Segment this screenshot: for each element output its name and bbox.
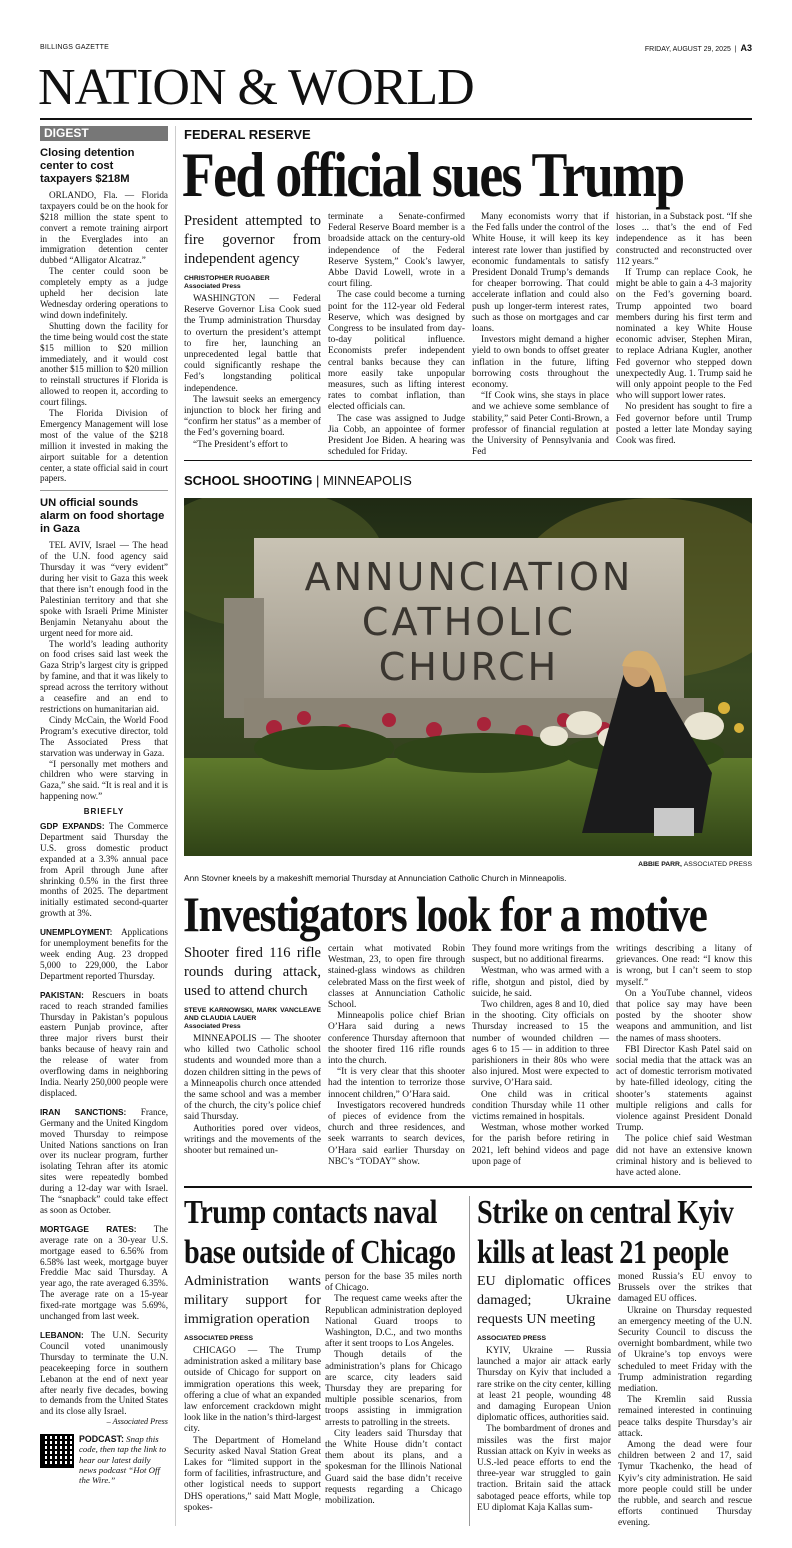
body-paragraph: The lawsuit seeks an emergency injunction to block her firing and “confirm her status” as a member of the Fed’s governing board. <box>184 394 321 439</box>
body-paragraph: Ukraine on Thursday requested an emergency meeting of the U.N. Security Council to discuss the overnight bombardment, while two of Ukraine’s top envoys were scheduled to meet Friday with the Trump administration regarding mediation. <box>618 1305 752 1395</box>
body-paragraph: No president has sought to fire a Fed governor before until Trump posted a letter late Monday saying Cook was fired. <box>616 402 752 447</box>
column-divider <box>175 126 176 1526</box>
story2-column-4 <box>616 944 752 1179</box>
body-paragraph: The case could become a turning point for the 112-year old Federal Reserve, which was designed by Congress to be insulated from day-to-day political influence. Economists prefer independent central banks because they can more easily take unpopular measures, such as lifting interest rates to combat inflation, than elected officials can. <box>328 290 465 413</box>
body-paragraph: If Trump can replace Cook, he might be able to gain a 4-3 majority on the Fed’s governing board. Trump appointed two board members during his first term and nominated a key White House economic adviser, Stephen Miran, to replace Adriana Kugler, another Fed governor who stepped down unexpectedly Aug. 1. Trump said he will only appoint people to the Fed who will support lower rates. <box>616 268 752 402</box>
kicker-place: MINNEAPOLIS <box>322 473 412 488</box>
date-page: FRIDAY, AUGUST 29, 2025 | A3 <box>644 43 752 53</box>
paper-name: BILLINGS GAZETTE <box>40 44 109 51</box>
brief-text: Applications for unemployment benefits for the week ending Aug. 23 dropped 5,000 to 229,000, the Labor Department reported Thursday. <box>40 927 168 981</box>
brief-item <box>40 927 168 982</box>
brief-item <box>40 1224 168 1322</box>
story1-kicker: FEDERAL RESERVE <box>184 127 311 142</box>
headline-line: base outside of Chicago <box>184 1234 456 1271</box>
body-paragraph: person for the base 35 miles north of Chicago. <box>325 1272 462 1294</box>
byline-org: Associated Press <box>184 283 241 290</box>
body-paragraph: The Kremlin said Russia remained interested in continuing peace talks despite Thursday’s air attack. <box>618 1395 752 1439</box>
body-paragraph: moned Russia’s EU envoy to Brussels over the strikes that damaged EU offices. <box>618 1272 752 1305</box>
story2-headline: Investigators look for a motive <box>183 886 707 942</box>
body-paragraph: “The President’s effort to <box>193 439 288 450</box>
brief-text: The average rate on a 30-year U.S. mortgage eased to 6.56% from 6.58% last week, mortgage buyer Freddie Mac said Thursday. A year ago, the rate averaged 6.35%. The average rate on a 15-year fixed-rate mortgage was 5.69%, unchanged from last week. <box>40 1223 168 1322</box>
body-paragraph: CHICAGO — The Trump administration asked a military base outside of Chicago for support on immigration operations this week, offering a clue of what an expanded law enforcement crackdown might look like in the nation’s third-largest city. <box>184 1346 321 1435</box>
story1-headline: Fed official sues Trump <box>182 139 684 210</box>
photo-caption: Ann Stovner kneels by a makeshift memorial Thursday at Annunciation Catholic Church in Minneapolis. <box>184 873 567 883</box>
story3-deck: Administration wants military support for immigration operation <box>184 1274 321 1327</box>
body-paragraph: Among the dead were four children between 2 and 17, said Tymur Tkachenko, the head of Kyiv’s city administration. He said more people could still be under the rubble, and search and rescue efforts continued Thursday evening. <box>618 1440 752 1529</box>
story2-byline <box>184 1007 321 1031</box>
photographer: ABBIE PARR, <box>638 861 682 868</box>
kicker-topic: SCHOOL SHOOTING <box>184 473 313 488</box>
brief-item <box>40 990 168 1099</box>
story4-column-1 <box>477 1272 611 1514</box>
story3-column-2 <box>325 1272 462 1507</box>
body-paragraph: They found more writings from the suspect, but no additional firearms. <box>472 944 609 966</box>
digest-headline-1: Closing detention center to cost taxpayers $218M <box>40 146 135 185</box>
briefs-credit: – Associated Press <box>106 1417 168 1427</box>
story1-column-4 <box>616 212 752 447</box>
memorial-photo <box>184 498 752 856</box>
brief-item <box>40 1330 168 1417</box>
digest-headline-2: UN official sounds alarm on food shortage in Gaza <box>40 497 165 536</box>
story1-column-3 <box>472 212 609 458</box>
body-paragraph: City leaders said Thursday that the White House didn’t contact them about its plans, and a spokesman for the Illinois National Guard said the base didn’t receive requests regarding a Chicago mobilization. <box>325 1428 462 1507</box>
digest-paragraph: The center could soon be completely empty as a judge upheld her decision late Wednesday ordering operations to wind down indefinitely. <box>40 266 168 320</box>
body-paragraph: writings describing a litany of grievances. One read: “I know this is wrong, but I can’t seem to stop myself.” <box>616 944 752 988</box>
story1-column-1 <box>184 212 321 451</box>
body-paragraph: certain what motivated Robin Westman, 23, to open fire through stained-glass windows as children celebrated Mass on the first week of classes at Annunciation Catholic School. <box>328 944 465 1011</box>
story2-column-2 <box>328 944 465 1168</box>
brief-text: Rescuers in boats raced to reach stranded families Thursday in Pakistan’s populous eastern Punjab province, after three major rivers burst their banks because of heavy rain and the release of water from overflowing dams in neighboring India. Nearly 250,000 people were displaced. <box>40 989 168 1098</box>
story4-deck: EU diplomatic offices damaged; Ukraine requests UN meeting <box>477 1274 611 1327</box>
body-paragraph: KYIV, Ukraine — Russia launched a major air attack early Thursday on Kyiv that included a rare strike on the city center, killing at least 21 people, wounding 48 and damaging European Union diplomatic offices, authorities said. <box>477 1346 611 1424</box>
brief-lead: UNEMPLOYMENT: <box>40 927 113 938</box>
byline-author: CHRISTOPHER RUGABER <box>184 275 270 282</box>
body-paragraph: Westman, whose mother worked for the parish before retiring in 2021, left behind videos and page upon page of <box>472 1123 609 1167</box>
body-paragraph: Two children, ages 8 and 10, died in the shooting. City officials on Thursday increased to 15 the number of wounded children — ages 6 to 15 — in addition to three parishioners in their 80s who were also injured. Most were expected to survive, O’Hara said. <box>472 1000 609 1089</box>
digest-paragraph: TEL AVIV, Israel — The head of the U.N. food agency said Thursday it was “very evident” during her visit to Gaza this week that there isn’t enough food in the Palestinian territory and that she spoke with Israeli Prime Minister Benjamin Netanyahu about the urgent need for more aid. <box>40 540 168 638</box>
story1-column-2 <box>328 212 465 458</box>
sign-text-line-3: CHURCH <box>378 645 560 689</box>
issue-date: FRIDAY, AUGUST 29, 2025 <box>644 46 731 53</box>
body-paragraph: Investigators recovered hundreds of pieces of evidence from the church and three residences, and seek warrants to search devices, O’Hara said earlier Thursday on NBC’s “TODAY” show. <box>328 1100 465 1167</box>
brief-text: The U.N. Security Council voted unanimously Thursday to terminate the U.N. peacekeeping force in southern Lebanon at the end of next year after nearly five decades, bowing to demands from the United States and its close ally Israel. <box>40 1330 169 1417</box>
photo-agency: ASSOCIATED PRESS <box>683 861 752 868</box>
briefly-label: BRIEFLY <box>83 807 125 817</box>
body-paragraph: The bombardment of drones and missiles was the first major Russian attack on Kyiv in weeks as U.S.-led peace efforts to end the three-year war struggled to gain traction. Britain said the attack sabotaged peace efforts, while top EU diplomat Kaja Kallas sum- <box>477 1424 611 1513</box>
podcast-promo <box>40 1434 168 1485</box>
story4-headline <box>477 1193 734 1273</box>
sign-text-line-2: CATHOLIC <box>361 600 577 644</box>
digest-paragraph: “I personally met mothers and children who were starving in Gaza,” she said. “It is real and it is happening now.” <box>40 758 168 802</box>
story-divider <box>469 1196 470 1526</box>
story2-column-1 <box>184 944 321 1157</box>
digest-paragraph: ORLANDO, Fla. — Florida taxpayers could be on the hook for $218 million the state spent to convert a remote training airport in the Everglades into an immigration detention center dubbed “Alligator Alcatraz.” <box>40 189 168 266</box>
body-paragraph: Westman, who was armed with a rifle, shotgun and pistol, died by suicide, he said. <box>472 966 609 999</box>
qr-code-icon[interactable] <box>40 1434 74 1468</box>
story3-byline: ASSOCIATED PRESS <box>184 1335 253 1342</box>
body-paragraph: Minneapolis police chief Brian O’Hara said during a news conference Thursday afternoon that the shooter fired 116 rifle rounds into the church. <box>328 1011 465 1067</box>
body-paragraph: Investors might demand a higher yield to own bonds to offset greater inflation in the future, lifting borrowing costs throughout the economy. <box>472 335 609 391</box>
headline-line: Trump contacts naval <box>184 1194 437 1231</box>
body-paragraph: Many economists worry that if the Fed falls under the control of the White House, it will keep its key interest rate lower than justified by economic fundamentals to satisfy President Donald Trump’s demands for cheaper borrowing. That could accelerate inflation and could also push up longer-term interest rates, such as those on mortgages and car loans. <box>472 212 609 335</box>
body-paragraph: One child was in critical condition Thursday while 11 other victims remained in hospitals. <box>472 1089 609 1123</box>
section-rule <box>184 1186 752 1188</box>
sign-text-line-1: ANNUNCIATION <box>304 555 634 599</box>
brief-item <box>40 1107 168 1216</box>
body-paragraph: The Department of Homeland Security asked Naval Station Great Lakes for “limited support in the form of facilities, infrastructure, and other logistical needs to support DHS operations,” said Matt Mogle, spokes- <box>184 1435 321 1513</box>
body-paragraph: WASHINGTON — Federal Reserve Governor Lisa Cook sued the Trump administration Thursday to overturn the president’s attempt to fire her, launching an unprecedented legal battle that could significantly reshape the Fed’s longstanding political independence. <box>184 294 321 394</box>
story3-headline <box>184 1193 456 1273</box>
body-paragraph: “If Cook wins, she stays in place and we achieve some semblance of stability,” said Peter Conti-Brown, a professor of financial regulation at the University of Pennsylvania and Fed <box>472 391 609 458</box>
brief-text: The Commerce Department said Thursday the U.S. gross domestic product expanded at a 3.3% annual pace from April through June after shrinking 0.5% in the first three months of 2025. The department initially estimated second-quarter growth at 3%. <box>40 821 168 919</box>
photo-kicker: SCHOOL SHOOTING | MINNEAPOLIS <box>184 473 412 488</box>
podcast-label: PODCAST: <box>79 1434 124 1445</box>
headline-line: Strike on central Kyiv <box>477 1194 734 1231</box>
body-paragraph: The police chief said Westman did not have an extensive known criminal history and is believed to have acted alone. <box>616 1134 752 1179</box>
story4-column-2 <box>618 1272 752 1530</box>
body-paragraph: “It is very clear that this shooter had the intention to terrorize those innocent children,” O’Hara said. <box>328 1067 465 1100</box>
podcast-text: Snap this code, then tap the link to hear our latest daily news podcast “Hot Off the Wire.” <box>79 1434 166 1485</box>
digest-paragraph: Cindy McCain, the World Food Program’s executive director, told The Associated Press that starvation was underway in Gaza. <box>40 714 168 758</box>
headline-line: kills at least 21 people <box>477 1234 729 1271</box>
digest-separator <box>40 490 168 491</box>
story3-column-1 <box>184 1272 321 1514</box>
photo-credit <box>638 861 752 868</box>
photo-illustration <box>184 498 752 856</box>
digest-paragraph: The world’s leading authority on food crises said last week the Gaza Strip’s largest city is gripped by famine, and that it was likely to spread across the territory without a ceasefire and an end to restrictions on humanitarian aid. <box>40 638 168 714</box>
top-rule <box>40 118 752 120</box>
body-paragraph: MINNEAPOLIS — The shooter who killed two Catholic school students and wounded more than a dozen children sitting in the pews of a Minneapolis church once attended the same school and was a member of the church, the city’s police chief said Thursday. <box>184 1034 321 1123</box>
story2-deck: Shooter fired 116 rifle rounds during attack, used to attend church <box>184 945 321 999</box>
brief-lead: GDP EXPANDS: <box>40 821 105 832</box>
body-paragraph: terminate a Senate-confirmed Federal Reserve Board member is a broadside attack on the century-old independence of the Federal Reserve System,” Cook’s lawyer, Abbe David Lowell, wrote in a court filing. <box>328 212 465 290</box>
body-paragraph: FBI Director Kash Patel said on social media that the attack was an act of domestic terrorism motivated by hate-filled ideology, citing the shooter’s statements against multiple religions and calls for violence against President Donald Trump. <box>616 1044 752 1134</box>
digest-column <box>40 126 168 1485</box>
story1-deck: President attempted to fire governor from independent agency <box>184 213 321 267</box>
section-rule <box>184 460 752 461</box>
byline-author: STEVE KARNOWSKI, MARK VANCLEAVE AND CLAUDIA LAUER <box>184 1007 321 1022</box>
story4-byline: ASSOCIATED PRESS <box>477 1335 546 1342</box>
digest-tag: DIGEST <box>40 126 168 141</box>
brief-text: France, Germany and the United Kingdom moved Thursday to reimpose United Nations sanctions on Iran over its nuclear program, further isolating Tehran after its atomic sites were repeatedly bombed during a 12-day war with Israel. The “snapback” could take effect as soon as October. <box>40 1106 168 1215</box>
body-paragraph: The request came weeks after the Republican administration deployed National Guard troops to Washington, D.C., and two months after it sent troops to Los Angeles. <box>325 1294 462 1350</box>
body-paragraph: Authorities pored over videos, writings and the movements of the shooter but remained un- <box>184 1123 321 1157</box>
brief-item <box>40 821 168 919</box>
digest-paragraph: The Florida Division of Emergency Management will lose most of the value of the $218 million it invested in making the airport suitable for a detention center, a state official said in court papers. <box>40 408 168 484</box>
body-paragraph: On a YouTube channel, videos that police say may have been posted by the shooter show weapons and ammunition, and list the names of mass shooters. <box>616 988 752 1044</box>
story1-byline <box>184 275 321 291</box>
podcast-text-block <box>79 1434 168 1485</box>
brief-lead: IRAN SANCTIONS: <box>40 1106 127 1117</box>
body-paragraph: The case was assigned to Judge Jia Cobb, an appointee of former President Joe Biden. A hearing was scheduled for Friday. <box>328 413 465 458</box>
page-number: A3 <box>740 43 752 53</box>
digest-paragraph: Shutting down the facility for the time being would cost the state $15 million to $20 million immediately, and it would cost another $15 million to $20 million to reinstall structures if Florida is allowed to reopen it, according to court filings. <box>40 320 168 408</box>
section-title: NATION & WORLD <box>38 59 474 116</box>
brief-lead: MORTGAGE RATES: <box>40 1223 137 1234</box>
body-paragraph: historian, in a Substack post. “If she loses ... that’s the end of Fed independence as it has been constructed and reconstructed over 112 years.” <box>616 212 752 267</box>
byline-org: Associated Press <box>184 1023 241 1030</box>
brief-lead: LEBANON: <box>40 1330 84 1340</box>
story2-column-3 <box>472 944 609 1168</box>
brief-lead: PAKISTAN: <box>40 989 84 1000</box>
body-paragraph: Though details of the administration’s plans for Chicago are scarce, city leaders said Thursday they are preparing for multiple possible scenarios, from troops assisting in immigration arrests to patrolling in the streets. <box>325 1350 462 1428</box>
